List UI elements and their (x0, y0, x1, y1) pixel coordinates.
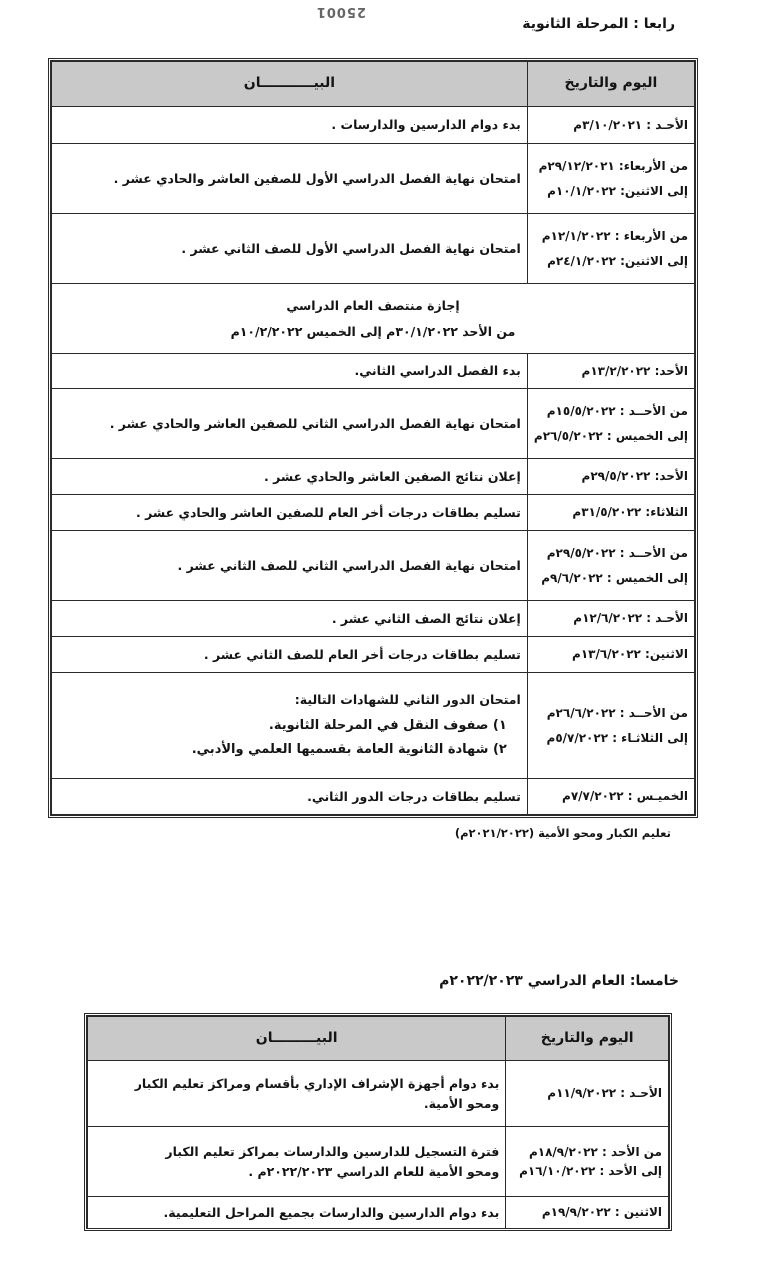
table-row-holiday (52, 284, 695, 354)
description-cell: امتحان نهاية الفصل الدراسي الأول للصف الثاني عشر . (52, 214, 528, 284)
header-date: اليوم والتاريخ (527, 62, 694, 107)
header-date: اليوم والتاريخ (506, 1017, 669, 1061)
date-cell: الخميـس : ٧/٧/٢٠٢٢م (527, 779, 694, 815)
table-row (52, 107, 695, 144)
date-cell: من الأحــد : ٢٦/٦/٢٠٢٢م إلى الثلاثـاء : ٥/٧/٢٠٢٢م (527, 673, 694, 779)
table-row (52, 389, 695, 459)
table-row (52, 673, 695, 779)
adult-education-note: تعليم الكبار ومحو الأمية (٢٠٢١/٢٠٢٢م) (454, 826, 671, 840)
table-row (52, 531, 695, 601)
table-row (88, 1197, 669, 1229)
date-cell: من الأحــد : ٢٩/٥/٢٠٢٢م إلى الخميس : ٩/٦/٢٠٢٢م (527, 531, 694, 601)
table-row (52, 601, 695, 637)
description-cell: امتحان نهاية الفصل الدراسي الثاني للصفين العاشر والحادي عشر . (52, 389, 528, 459)
description-cell: بدء الفصل الدراسي الثاني. (52, 354, 528, 389)
table-row (52, 779, 695, 815)
holiday-cell: إجازة منتصف العام الدراسي من الأحد ٣٠/١/٢٠٢٢م إلى الخميس ١٠/٢/٢٠٢٢م (52, 284, 695, 354)
table-row (52, 214, 695, 284)
table-row (88, 1127, 669, 1197)
section4-title: رابعا : المرحلة الثانوية (522, 16, 675, 32)
section5-title: خامسا: العام الدراسي ٢٠٢٢/٢٠٢٣م (439, 973, 679, 989)
date-cell: الأحد: ٢٩/٥/٢٠٢٢م (527, 459, 694, 495)
date-cell: الثلاثاء: ٣١/٥/٢٠٢٢م (527, 495, 694, 531)
table-row (52, 495, 695, 531)
description-cell: تسليم بطاقات درجات الدور الثاني. (52, 779, 528, 815)
description-cell: بدء دوام أجهزة الإشراف الإداري بأقسام ومراكز تعليم الكبار ومحو الأمية. (88, 1061, 506, 1127)
list-item: ١) صفوف النقل في المرحلة الثانوية. (268, 718, 507, 734)
date-cell: الاثنين : ١٩/٩/٢٠٢٢م (506, 1197, 669, 1229)
date-cell: الاثنين: ١٣/٦/٢٠٢٢م (527, 637, 694, 673)
description-cell: إعلان نتائج الصف الثاني عشر . (52, 601, 528, 637)
date-cell: من الأحــد : ١٥/٥/٢٠٢٢م إلى الخميس : ٢٦/٥/٢٠٢٢م (527, 389, 694, 459)
header-description: البيـــــــــان (88, 1017, 506, 1061)
date-cell: الأحد: ١٣/٢/٢٠٢٢م (527, 354, 694, 389)
table-row (52, 637, 695, 673)
date-cell: من الأربعاء: ٢٩/١٢/٢٠٢١م إلى الاثنين: ١٠/١/٢٠٢٢م (527, 144, 694, 214)
table-row (52, 144, 695, 214)
date-cell: من الأحد : ١٨/٩/٢٠٢٢م إلى الأحد : ١٦/١٠/٢٠٢٢م (506, 1127, 669, 1197)
table-header-row (88, 1017, 669, 1061)
table-row (52, 354, 695, 389)
description-cell: امتحان نهاية الفصل الدراسي الثاني للصف الثاني عشر . (52, 531, 528, 601)
description-cell: امتحان نهاية الفصل الدراسي الأول للصفين العاشر والحادي عشر . (52, 144, 528, 214)
section5-table (87, 1016, 669, 1229)
scan-number: 25001 (315, 4, 366, 19)
description-cell: بدء دوام الدارسين والدارسات بجميع المراحل التعليمية. (88, 1197, 506, 1229)
table-row (52, 459, 695, 495)
description-cell: فترة التسجيل للدارسين والدارسات بمراكز تعليم الكبار ومحو الأمية للعام الدراسي ٢٠٢٢/٢٠٢٣م . (88, 1127, 506, 1197)
description-cell: امتحان الدور الثاني للشهادات التالية: ١) صفوف النقل في المرحلة الثانوية. ٢) شهادة الثانوية العامة بقسميها العلمي والأدبي. (52, 673, 528, 779)
description-cell: تسليم بطاقات درجات أخر العام للصف الثاني عشر . (52, 637, 528, 673)
table-row (88, 1061, 669, 1127)
date-cell: الأحـد : ٣/١٠/٢٠٢١م (527, 107, 694, 144)
list-item: ٢) شهادة الثانوية العامة بقسميها العلمي والأدبي. (191, 742, 507, 758)
date-cell: الأحـد : ١٢/٦/٢٠٢٢م (527, 601, 694, 637)
section4-table-frame (48, 58, 698, 818)
section5-table-frame (84, 1013, 672, 1231)
description-cell: بدء دوام الدارسين والدارسات . (52, 107, 528, 144)
description-cell: إعلان نتائج الصفين العاشر والحادي عشر . (52, 459, 528, 495)
table-header-row (52, 62, 695, 107)
date-cell: من الأربعاء : ١٢/١/٢٠٢٢م إلى الاثنين: ٢٤/١/٢٠٢٢م (527, 214, 694, 284)
header-description: البيـــــــــــان (52, 62, 528, 107)
date-cell: الأحـد : ١١/٩/٢٠٢٢م (506, 1061, 669, 1127)
description-cell: تسليم بطاقات درجات أخر العام للصفين العاشر والحادي عشر . (52, 495, 528, 531)
section4-table (51, 61, 695, 815)
